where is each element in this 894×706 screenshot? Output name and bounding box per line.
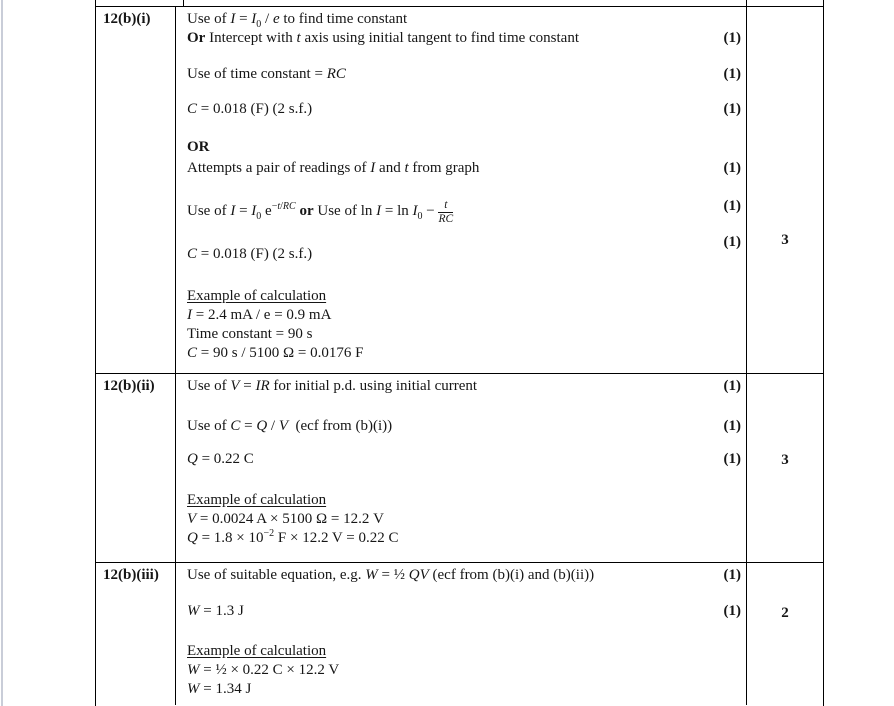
answer-line xyxy=(187,325,746,344)
answer-line-text: OR xyxy=(187,139,210,155)
total-marks-value: 2 xyxy=(781,605,789,621)
answer-line xyxy=(187,417,746,436)
answer-line xyxy=(187,306,746,325)
total-mark-cell xyxy=(747,563,823,705)
answer-line-text: V = 0.0024 A × 5100 Ω = 12.2 V xyxy=(187,511,384,527)
mark-point-label: (1) xyxy=(723,378,741,394)
answer-line xyxy=(187,197,746,226)
total-marks-value: 3 xyxy=(781,232,789,248)
page-left-edge xyxy=(1,0,3,706)
answer-line xyxy=(187,233,746,264)
answer-line-text: W = 1.34 J xyxy=(187,681,252,697)
answer-line-text: Use of suitable equation, e.g. W = ½ QV (ecf from (b)(i) and (b)(ii)) xyxy=(187,567,595,583)
answer-line-text: Use of V = IR for initial p.d. using initial current xyxy=(187,378,478,394)
answer-line xyxy=(187,377,746,396)
answer-line-text: Example of calculation xyxy=(187,643,327,659)
question-number-cell: 12(b)(ii) xyxy=(96,374,176,562)
answer-line-text: Use of $I = I_0 / e$ to find time constant xyxy=(187,11,408,30)
answer-cell xyxy=(176,563,747,705)
mark-point-label: (1) xyxy=(723,418,741,434)
mark-point-label: (1) xyxy=(723,603,741,619)
answer-line-text: W = 1.3 J xyxy=(187,603,244,619)
answer-line xyxy=(187,642,746,661)
answer-line-text: I = 2.4 mA / e = 0.9 mA xyxy=(187,306,332,323)
answer-line-text: Use of $I = I_0$ $e^{-t/RC}$ or Use of $\ln I = \ln I_0$ − $\frac{t}{RC}$ xyxy=(187,198,454,225)
answer-line xyxy=(187,10,746,29)
answer-cell xyxy=(176,7,747,373)
answer-line-text: C = 90 s / 5100 Ω = 0.0176 F xyxy=(187,344,364,361)
table-row xyxy=(96,374,823,563)
answer-line-text: Example of calculation xyxy=(187,492,327,508)
answer-line xyxy=(187,100,746,119)
answer-line xyxy=(187,450,746,469)
answer-line-text: Example of calculation xyxy=(187,287,327,304)
mark-point-label: (1) xyxy=(723,101,741,117)
answer-line-text: Use of time constant = RC xyxy=(187,66,346,82)
mark-scheme-table xyxy=(95,6,824,706)
answer-line-text: $Q = 1.8 \times 10^{-2}$ F × 12.2 V = 0.22 C xyxy=(187,528,399,546)
answer-line xyxy=(187,491,746,510)
question-number-cell: 12(b)(i) xyxy=(96,7,176,373)
answer-line-text: Use of C = Q / V (ecf from (b)(i)) xyxy=(187,418,393,434)
answer-line xyxy=(187,159,746,178)
mark-point-label: (1) xyxy=(723,567,741,583)
answer-line xyxy=(187,344,746,363)
question-number-cell: 12(b)(iii) xyxy=(96,563,176,705)
answer-line-text: C = 0.018 (F) (2 s.f.) xyxy=(187,245,313,262)
answer-line xyxy=(187,529,746,548)
total-marks-value: 3 xyxy=(781,452,789,468)
mark-point-label: (1) xyxy=(723,233,741,250)
answer-line-text: Time constant = 90 s xyxy=(187,325,313,342)
mark-point-label: (1) xyxy=(723,160,741,176)
total-mark-cell xyxy=(747,374,823,562)
answer-line xyxy=(187,602,746,621)
answer-line-text: C = 0.018 (F) (2 s.f.) xyxy=(187,101,313,117)
mark-point-label: (1) xyxy=(723,198,741,214)
table-row xyxy=(96,7,823,374)
answer-line xyxy=(187,29,746,48)
answer-line xyxy=(187,138,746,157)
answer-line-text: Q = 0.22 C xyxy=(187,451,254,467)
answer-line-text: W = ½ × 0.22 C × 12.2 V xyxy=(187,662,340,678)
answer-line-text: Or Intercept with t axis using initial tangent to find time constant xyxy=(187,30,580,46)
mark-point-label: (1) xyxy=(723,66,741,82)
answer-line xyxy=(187,287,746,306)
table-row xyxy=(96,563,823,705)
mark-point-label: (1) xyxy=(723,30,741,46)
answer-line xyxy=(187,65,746,84)
answer-line-text: Attempts a pair of readings of I and t from graph xyxy=(187,160,480,176)
answer-cell xyxy=(176,374,747,562)
total-mark-cell xyxy=(747,7,823,373)
answer-line xyxy=(187,566,746,585)
mark-point-label: (1) xyxy=(723,451,741,467)
answer-line xyxy=(187,680,746,699)
answer-line xyxy=(187,661,746,680)
answer-line xyxy=(187,510,746,529)
